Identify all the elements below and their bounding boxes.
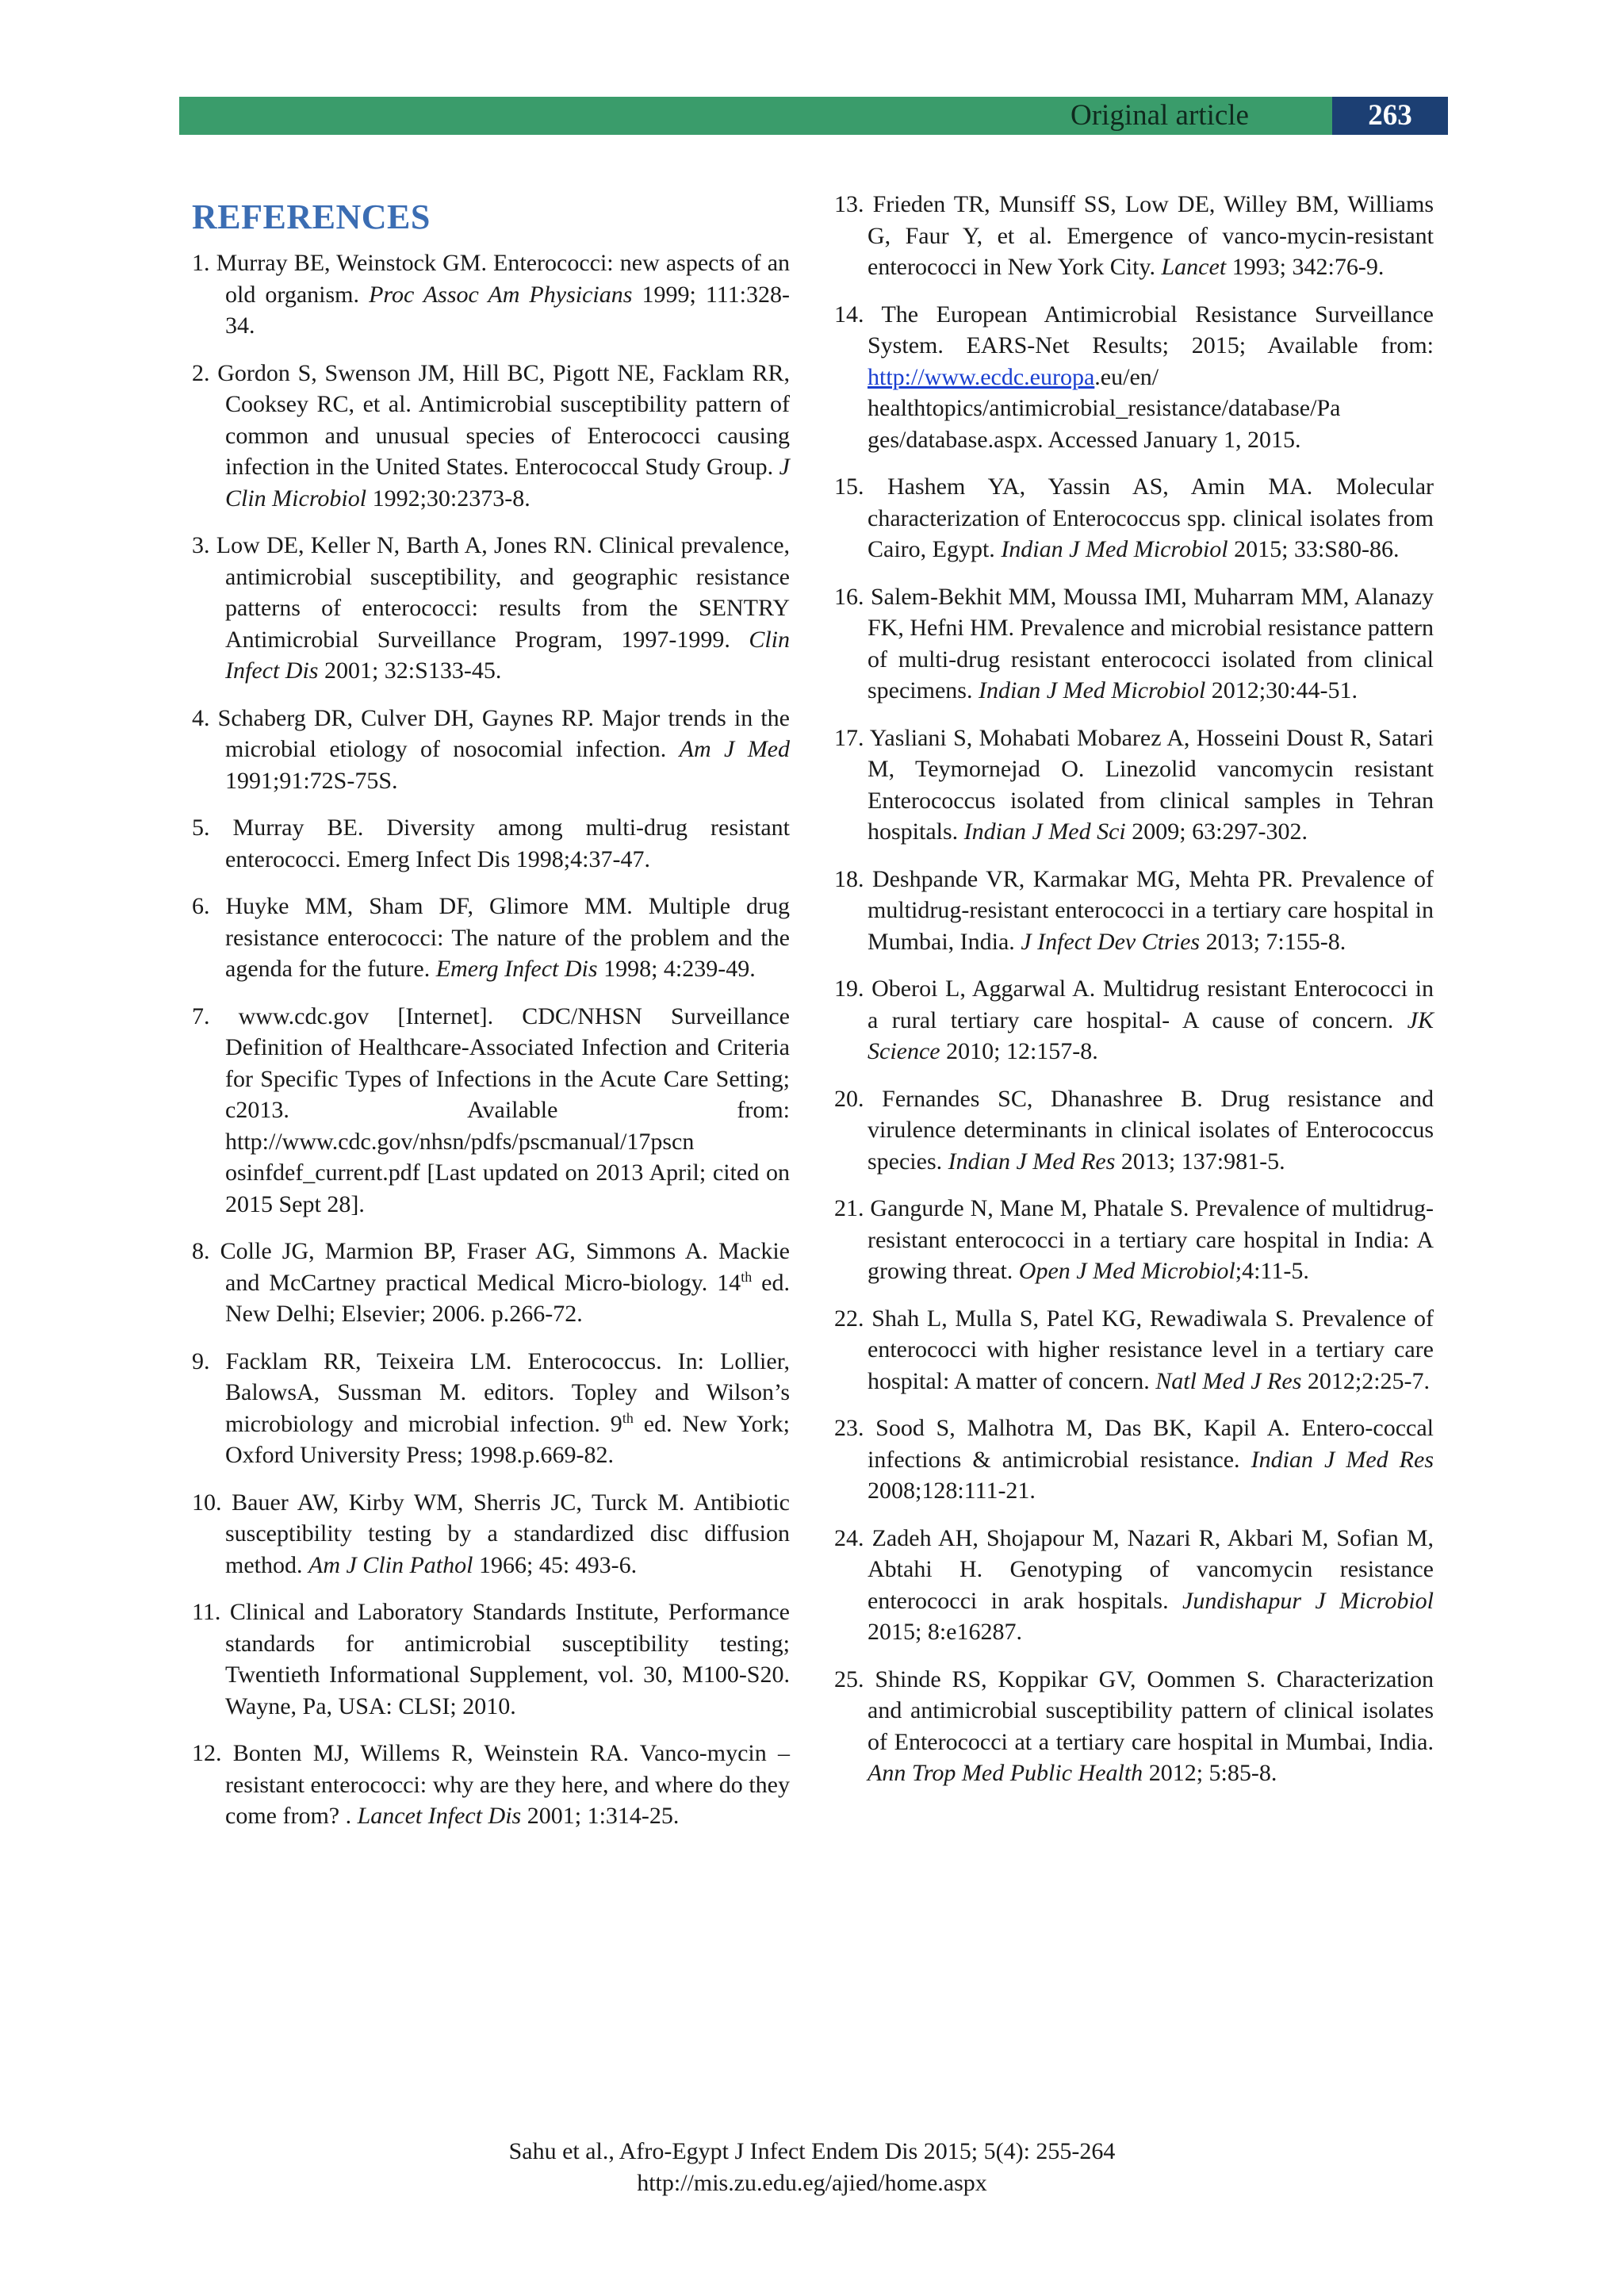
reference-item xyxy=(192,1738,790,1832)
reference-text: Bauer AW, Kirby WM, Sherris JC, Turck M. Antibiotic susceptibility testing by a standardized disc diffusion method. xyxy=(225,1489,791,1578)
reference-item xyxy=(192,891,790,985)
reference-number: 13. xyxy=(834,191,864,217)
reference-number: 25. xyxy=(834,1665,864,1692)
reference-text: Shinde RS, Koppikar GV, Oommen S. Characterization and antimicrobial susceptibility pattern of clinical isolates of Enterococci at a tertiary care hospital in Mumbai, India. xyxy=(868,1665,1434,1755)
reference-number: 15. xyxy=(834,473,864,500)
reference-journal: Lancet Infect Dis xyxy=(357,1803,522,1829)
reference-item xyxy=(192,1236,790,1330)
reference-link[interactable]: http://www.ecdc.europa xyxy=(868,363,1095,390)
reference-journal: Indian J Med Microbiol xyxy=(978,677,1206,703)
reference-text: Deshpande VR, Karmakar MG, Mehta PR. Prevalence of multidrug-resistant enterococci in a tertiary care hospital in Mumbai, India. xyxy=(868,865,1434,955)
references-list-left xyxy=(192,247,790,1832)
reference-citation-details: 2009; 63:297-302. xyxy=(1132,818,1308,845)
references-column-left xyxy=(192,189,790,1848)
reference-journal: Indian J Med Microbiol xyxy=(1001,536,1228,562)
reference-number: 9. xyxy=(192,1347,210,1374)
reference-text: Gordon S, Swenson JM, Hill BC, Pigott NE, Facklam RR, Cooksey RC, et al. Antimicrobial susceptibility pattern of common and unusual species of Enterococci causing infection in the United States. Enterococcal Study Group. xyxy=(217,359,791,480)
reference-text: Frieden TR, Munsiff SS, Low DE, Willey BM, Williams G, Faur Y, et al. Emergence of vanco-mycin-resistant enterococci in New York City. xyxy=(868,191,1434,280)
reference-item xyxy=(834,1083,1434,1178)
reference-number: 2. xyxy=(192,359,210,386)
reference-citation-details: 1966; 45: 493-6. xyxy=(478,1551,638,1578)
reference-number: 23. xyxy=(834,1415,864,1441)
reference-text: Gangurde N, Mane M, Phatale S. Prevalence of multidrug-resistant enterococci in a tertiary care hospital in India: A growing threat. xyxy=(868,1195,1434,1284)
page-number: 263 xyxy=(1332,97,1448,135)
reference-text-continued: ed. New York; Oxford University Press; 1998.p.669-82. xyxy=(225,1410,790,1468)
reference-item xyxy=(834,1664,1434,1789)
reference-citation-details: 2001; 32:S133-45. xyxy=(324,657,502,684)
reference-text: Hashem YA, Yassin AS, Amin MA. Molecular characterization of Enterococcus spp. clinical isolates from Cairo, Egypt. xyxy=(868,473,1434,562)
reference-citation-details: 2015; 33:S80-86. xyxy=(1234,536,1400,562)
reference-item xyxy=(834,973,1434,1068)
reference-number: 1. xyxy=(192,250,210,276)
section-label: Original article xyxy=(1071,99,1249,132)
reference-number: 17. xyxy=(834,724,864,751)
reference-item xyxy=(834,581,1434,707)
reference-citation-details: 2008;128:111-21. xyxy=(868,1478,1036,1504)
references-list-right xyxy=(834,189,1434,1789)
references-column-right xyxy=(834,189,1434,1805)
reference-journal: Lancet xyxy=(1161,254,1227,280)
reference-text: Low DE, Keller N, Barth A, Jones RN. Clinical prevalence, antimicrobial susceptibility, and geographic resistance patterns of enterococci: results from the SENTRY Antimicrobial Surveillance Program, 1997-1999. xyxy=(216,532,791,653)
reference-item xyxy=(834,1412,1434,1507)
reference-journal: Indian J Med Res xyxy=(1251,1446,1434,1473)
reference-item xyxy=(192,812,790,875)
reference-citation-details: 2001; 1:314-25. xyxy=(527,1803,680,1829)
reference-item xyxy=(192,358,790,515)
reference-item xyxy=(834,723,1434,848)
reference-number: 8. xyxy=(192,1238,210,1264)
reference-item xyxy=(834,1523,1434,1648)
reference-journal: Emerg Infect Dis xyxy=(435,956,598,982)
reference-text: Clinical and Laboratory Standards Institute, Performance standards for antimicrobial susceptibility testing; Twentieth Informational Supplement, vol. 30, M100-S20. Wayne, Pa, USA: CLSI; 2010. xyxy=(225,1599,790,1719)
reference-citation-details: 1998; 4:239-49. xyxy=(603,956,756,982)
reference-number: 3. xyxy=(192,532,210,558)
reference-number: 16. xyxy=(834,583,864,610)
reference-number: 10. xyxy=(192,1489,222,1516)
reference-item xyxy=(834,299,1434,456)
reference-text: Schaberg DR, Culver DH, Gaynes RP. Major trends in the microbial etiology of nosocomial infection. xyxy=(217,704,790,762)
reference-item xyxy=(192,1596,790,1722)
reference-number: 21. xyxy=(834,1195,864,1221)
reference-number: 22. xyxy=(834,1305,864,1332)
reference-text: Murray BE, Weinstock GM. Enterococci: new aspects of an old organism. xyxy=(216,250,791,308)
reference-text: Facklam RR, Teixeira LM. Enterococcus. In: Lollier, BalowsA, Sussman M. editors. Topley and Wilson’s microbiology and microbial infection. 9 xyxy=(225,1347,790,1437)
reference-text: Shah L, Mulla S, Patel KG, Rewadiwala S. Prevalence of enterococci with higher resistance level in a tertiary care hospital: A matter of concern. xyxy=(868,1305,1434,1394)
reference-number: 24. xyxy=(834,1524,864,1551)
reference-text: Murray BE. Diversity among multi-drug resistant enterococci. Emerg Infect Dis 1998;4:37-47. xyxy=(225,815,790,872)
reference-item xyxy=(192,703,790,797)
reference-text: Huyke MM, Sham DF, Glimore MM. Multiple drug resistance enterococci: The nature of the problem and the agenda for the future. xyxy=(225,893,790,982)
reference-journal: Indian J Med Sci xyxy=(963,818,1126,845)
reference-journal: Ann Trop Med Public Health xyxy=(868,1760,1143,1786)
reference-text: Fernandes SC, Dhanashree B. Drug resistance and virulence determinants in clinical isolates of Enterococcus species. xyxy=(868,1085,1434,1175)
reference-citation-details: 1993; 342:76-9. xyxy=(1231,254,1385,280)
reference-citation-details: 2012; 5:85-8. xyxy=(1148,1760,1277,1786)
reference-item xyxy=(834,864,1434,958)
reference-number: 14. xyxy=(834,301,864,328)
reference-citation-details: 1999; 111:328-34. xyxy=(225,281,791,339)
reference-item xyxy=(192,247,790,342)
reference-journal: Am J Med xyxy=(679,736,790,762)
reference-number: 18. xyxy=(834,865,864,892)
reference-journal: Indian J Med Res xyxy=(948,1148,1116,1175)
reference-citation-details: 2015; 8:e16287. xyxy=(868,1619,1022,1645)
reference-text: Oberoi L, Aggarwal A. Multidrug resistant Enterococci in a rural tertiary care hospital- A cause of concern. xyxy=(868,976,1434,1033)
reference-journal: Am J Clin Pathol xyxy=(308,1551,473,1578)
reference-number: 5. xyxy=(192,815,210,841)
reference-citation-details: ;4:11-5. xyxy=(1235,1258,1309,1284)
reference-text-continued: ed. New Delhi; Elsevier; 2006. p.266-72. xyxy=(225,1269,790,1327)
reference-superscript: th xyxy=(741,1268,753,1285)
reference-journal: Jundishapur J Microbiol xyxy=(1182,1587,1434,1614)
reference-number: 7. xyxy=(192,1002,210,1029)
reference-item xyxy=(834,471,1434,565)
footer-url: http://mis.zu.edu.eg/ajied/home.aspx xyxy=(637,2170,987,2196)
reference-text: Bonten MJ, Willems R, Weinstein RA. Vanco-mycin –resistant enterococci: why are they here, and where do they come from? . xyxy=(225,1740,791,1829)
reference-text-continued: .eu/en/ healthtopics/antimicrobial_resistance/database/Pa ges/database.aspx. Accessed January 1, 2015. xyxy=(868,363,1341,453)
reference-item xyxy=(192,1001,790,1221)
reference-number: 20. xyxy=(834,1085,864,1112)
footer-citation: Sahu et al., Afro-Egypt J Infect Endem Dis 2015; 5(4): 255-264 xyxy=(508,2138,1116,2164)
references-heading: REFERENCES xyxy=(192,197,431,236)
reference-item xyxy=(192,1487,790,1581)
reference-number: 4. xyxy=(192,704,210,731)
reference-citation-details: 1991;91:72S-75S. xyxy=(225,767,398,794)
reference-journal: Clin Infect Dis xyxy=(225,626,791,684)
reference-citation-details: 2010; 12:157-8. xyxy=(946,1038,1098,1064)
reference-text: Salem-Bekhit MM, Moussa IMI, Muharram MM, Alanazy FK, Hefni HM. Prevalence and microbial resistance pattern of multi-drug resistant enterococci isolated from clinical specimens. xyxy=(868,583,1434,703)
reference-text: Sood S, Malhotra M, Das BK, Kapil A. Entero-coccal infections & antimicrobial resistance. xyxy=(868,1415,1434,1473)
reference-number: 12. xyxy=(192,1740,222,1766)
reference-item xyxy=(192,530,790,687)
reference-journal: Natl Med J Res xyxy=(1155,1367,1302,1394)
reference-text: Colle JG, Marmion BP, Fraser AG, Simmons A. Mackie and McCartney practical Medical Micro-biology. 14 xyxy=(220,1238,790,1296)
reference-journal: Proc Assoc Am Physicians xyxy=(369,281,633,308)
reference-citation-details: 1992;30:2373-8. xyxy=(372,485,530,512)
reference-text: www.cdc.gov [Internet]. CDC/NHSN Surveillance Definition of Healthcare-Associated Infection and Criteria for Specific Types of Infections in the Acute Care Setting; c2013. Available from: http://www.cdc.gov/nhsn/pdfs/pscmanual/17pscn osinfdef_current.pdf [Last updated on 2013 April; cited on 2015 Sept 28]. xyxy=(225,1002,790,1217)
reference-journal: JK Science xyxy=(868,1006,1434,1064)
reference-number: 6. xyxy=(192,893,210,919)
reference-journal: Open J Med Microbiol xyxy=(1018,1258,1235,1284)
reference-citation-details: 2012;30:44-51. xyxy=(1211,677,1358,703)
reference-superscript: th xyxy=(622,1409,634,1426)
reference-journal: J Clin Microbiol xyxy=(225,454,790,512)
reference-item xyxy=(834,1193,1434,1287)
reference-citation-details: 2013; 137:981-5. xyxy=(1120,1148,1285,1175)
reference-citation-details: 2012;2:25-7. xyxy=(1307,1367,1431,1394)
reference-text: Zadeh AH, Shojapour M, Nazari R, Akbari M, Sofian M, Abtahi H. Genotyping of vancomycin resistance enterococci in arak hospitals. xyxy=(868,1524,1434,1614)
reference-citation-details: 2013; 7:155-8. xyxy=(1205,928,1346,955)
reference-text: Yasliani S, Mohabati Mobarez A, Hosseini Doust R, Satari M, Teymornejad O. Linezolid vancomycin resistant Enterococcus isolated from clinical samples in Tehran hospitals. xyxy=(868,724,1434,845)
reference-item xyxy=(192,1346,790,1471)
reference-journal: J Infect Dev Ctries xyxy=(1021,928,1201,955)
reference-number: 11. xyxy=(192,1599,221,1625)
reference-item xyxy=(834,189,1434,283)
reference-item xyxy=(834,1303,1434,1397)
reference-text: The European Antimicrobial Resistance Surveillance System. EARS-Net Results; 2015; Available from: xyxy=(868,301,1434,358)
reference-number: 19. xyxy=(834,976,864,1002)
